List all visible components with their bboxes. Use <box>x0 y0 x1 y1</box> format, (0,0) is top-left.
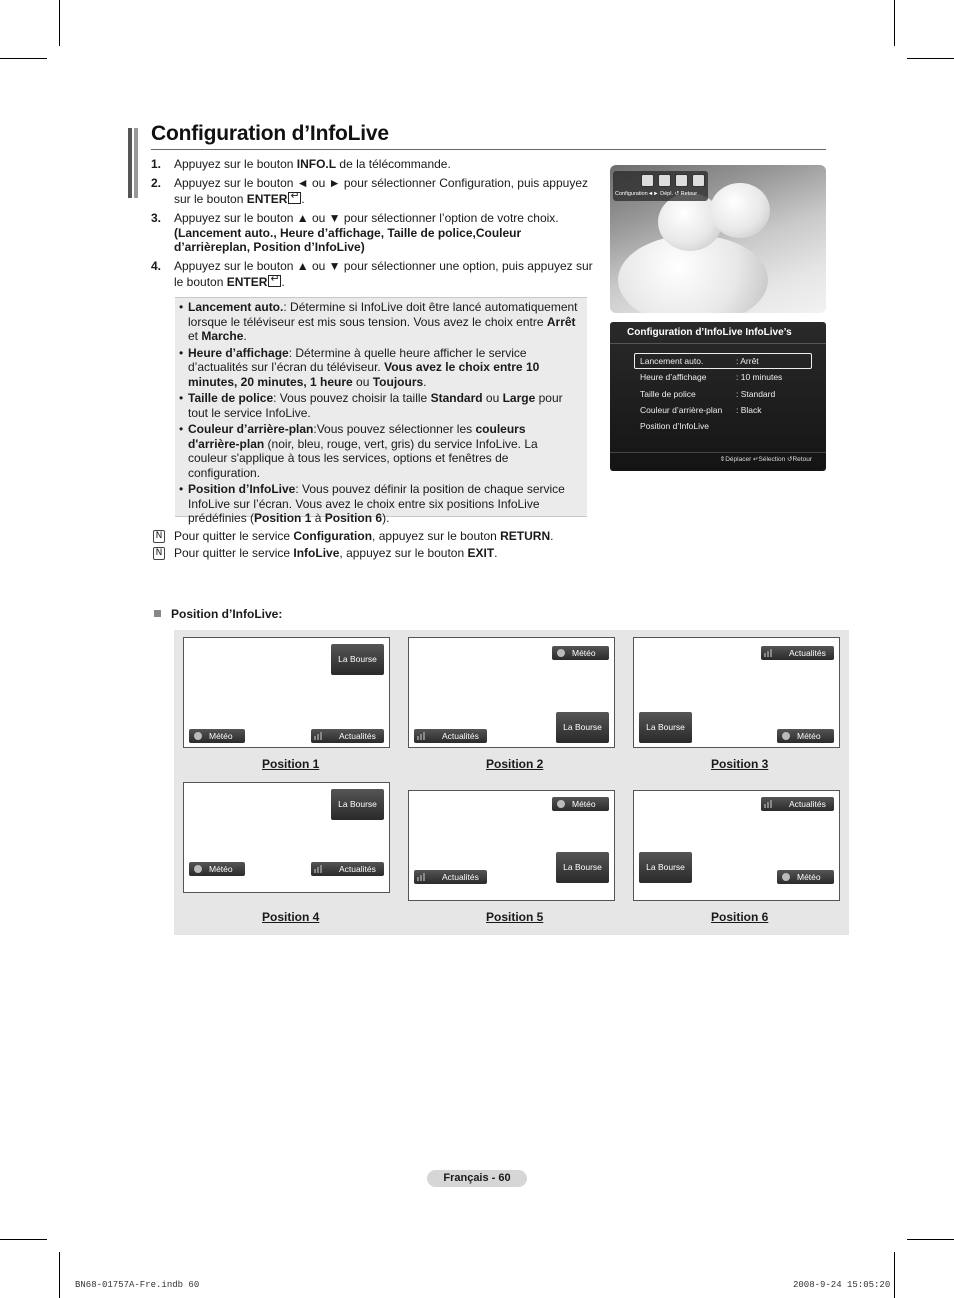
text-run: RETURN <box>500 529 551 543</box>
sun-icon <box>782 873 790 881</box>
text-run: . <box>423 374 427 389</box>
title-rule <box>151 149 826 150</box>
widget-la-bourse: La Bourse <box>639 712 692 743</box>
option-item <box>175 346 579 390</box>
position-6-label: Position 6 <box>711 910 769 924</box>
text-run: ou <box>352 374 373 389</box>
text-run: . <box>281 274 285 289</box>
widget-meteo: Météo <box>189 862 245 876</box>
news-icon <box>764 800 776 808</box>
text-run: pour tout le service InfoLive. <box>188 391 563 420</box>
position-6-screen <box>633 790 840 901</box>
widget-actualites: Actualités <box>311 862 384 876</box>
polar-bear-image <box>710 183 770 238</box>
widget-meteo: Météo <box>552 797 609 811</box>
step-item <box>151 259 599 289</box>
widget-la-bourse: La Bourse <box>556 712 609 743</box>
widget-la-bourse: La Bourse <box>556 852 609 883</box>
sound-icon <box>658 174 671 187</box>
position-1-label: Position 1 <box>262 757 320 771</box>
enter-icon <box>288 192 301 204</box>
step-number: 3. <box>151 210 162 225</box>
step-number: 4. <box>151 259 162 274</box>
news-icon <box>417 732 429 740</box>
osd-menu: Configuration d’InfoLive InfoLive’s Lancement auto. : Arrêt Heure d’affichage : 10 minutes Taille de police : Standard Couleur d’arrière-plan : Black Position d’InfoLive ⇕Déplacer ↵Sélection ↺Retour <box>610 322 826 471</box>
text-run: Toujours <box>372 374 424 389</box>
text-run: ENTER <box>226 274 268 289</box>
options-box <box>175 297 587 525</box>
text-run: Pour quitter le service <box>174 546 294 560</box>
text-run: INFO.L <box>296 157 337 171</box>
widget-la-bourse: La Bourse <box>331 789 384 820</box>
page-title: Configuration d’InfoLive <box>151 122 389 145</box>
sun-icon <box>194 732 202 740</box>
divider <box>610 452 826 453</box>
text-run: Position 1 <box>254 511 312 525</box>
widget-meteo: Météo <box>777 870 834 884</box>
step-item <box>151 211 599 255</box>
text-run: Appuyez sur le bouton ◄ ou ► pour sélectionner Configuration, puis appuyez sur le bouton <box>174 176 589 206</box>
square-bullet-icon <box>154 610 161 617</box>
text-run: Marche <box>201 329 244 343</box>
crop-mark <box>894 1252 895 1298</box>
positions-panel <box>174 630 849 935</box>
text-run: Appuyez sur le bouton <box>174 157 297 171</box>
position-3-label: Position 3 <box>711 757 769 771</box>
text-run: Taille de police <box>188 391 274 405</box>
text-run: , appuyez sur le bouton <box>372 529 501 543</box>
sun-icon <box>557 800 565 808</box>
step-number: 1. <box>151 157 162 171</box>
widget-meteo: Météo <box>189 729 245 743</box>
widget-actualites: Actualités <box>761 646 834 660</box>
steps-list <box>151 157 599 294</box>
crop-mark <box>907 58 954 59</box>
crop-mark <box>59 0 60 46</box>
widget-meteo: Météo <box>777 729 834 743</box>
text-run: (Lancement auto., Heure d’affichage, Taille de police,Couleur d’arrièreplan, Position d’InfoLive) <box>174 225 522 255</box>
osd-menu-title: Configuration d’InfoLive InfoLive’s <box>627 327 792 338</box>
text-run: :Vous pouvez sélectionner les <box>313 422 476 436</box>
position-5-screen <box>408 790 615 901</box>
position-4-screen <box>183 782 390 893</box>
text-run: ENTER <box>246 191 288 206</box>
print-date: 2008-9-24 15:05:20 <box>793 1280 891 1290</box>
option-item <box>175 482 579 526</box>
enter-icon <box>268 275 281 287</box>
text-run: InfoLive <box>293 546 340 560</box>
note-icon: N <box>153 530 165 543</box>
text-run: : Détermine si InfoLive doit être lancé automatiquement lorsque le téléviseur est mis sous tension. Vous avez le choix entre <box>188 300 578 329</box>
crop-mark <box>59 1252 60 1298</box>
text-run: Lancement auto. <box>188 300 284 314</box>
text-run: couleurs d'arrière-plan <box>188 422 526 451</box>
divider <box>610 343 826 344</box>
step-number: 2. <box>151 176 162 191</box>
title-accent-bar <box>128 128 132 198</box>
widget-meteo: Météo <box>552 646 609 660</box>
text-run: (noir, bleu, rouge, vert, gris) du service InfoLive. La couleur s'applique à tous les services, options et fenêtres de configuration. <box>188 436 538 480</box>
text-run: : Détermine à quelle heure afficher le service d’actualités sur l’écran du téléviseur. <box>188 345 527 374</box>
text-run: ). <box>382 511 390 525</box>
option-item <box>175 300 579 344</box>
note-icon: N <box>153 547 165 560</box>
title-accent-bar <box>134 128 138 198</box>
positions-heading: Position d’InfoLive: <box>154 607 282 621</box>
widget-actualites: Actualités <box>414 729 487 743</box>
step-item <box>151 157 599 172</box>
tv-screenshot-photo <box>610 165 826 313</box>
text-run: . <box>301 191 305 206</box>
text-run: Position d’InfoLive <box>188 482 296 496</box>
widget-la-bourse: La Bourse <box>639 852 692 883</box>
news-icon <box>417 873 429 881</box>
note-item <box>151 528 553 545</box>
gear-icon <box>692 174 705 187</box>
text-run: , appuyez sur le bouton <box>339 546 468 560</box>
mini-osd-bar <box>613 171 708 201</box>
picture-icon <box>641 174 654 187</box>
notes <box>151 528 553 562</box>
text-run: Position 6 <box>324 511 383 525</box>
widget-actualites: Actualités <box>414 870 487 884</box>
crop-mark <box>0 1239 47 1240</box>
widget-actualites: Actualités <box>761 797 834 811</box>
sun-icon <box>782 732 790 740</box>
crop-mark <box>0 58 47 59</box>
text-run: Vous avez le choix entre 10 minutes, 20 minutes, 1 heure <box>188 360 540 389</box>
text-run: . <box>494 546 498 560</box>
text-run: Couleur d’arrière-plan <box>188 422 314 436</box>
options-list <box>175 298 587 526</box>
position-1-screen <box>183 637 390 748</box>
text-run: Arrêt <box>546 314 576 329</box>
position-2-screen <box>408 637 615 748</box>
step-item <box>151 176 599 206</box>
mini-osd-text: Configuration◄► Dépl. ↺ Retour <box>615 191 698 197</box>
page-number: Français - 60 <box>427 1170 527 1187</box>
text-run: de la télécommande. <box>336 157 451 171</box>
option-item <box>175 391 579 420</box>
news-icon <box>764 649 776 657</box>
position-5-label: Position 5 <box>486 910 544 924</box>
text-run: Pour quitter le service <box>174 529 294 543</box>
text-run: Large <box>502 391 536 405</box>
settings-icon <box>675 174 688 187</box>
text-run: Appuyez sur le bouton ▲ ou ▼ pour sélectionner une option, puis appuyez sur le bouton <box>174 259 593 289</box>
text-run: à <box>311 511 325 525</box>
option-item <box>175 422 579 480</box>
text-run: EXIT <box>467 546 495 560</box>
sun-icon <box>557 649 565 657</box>
text-run: Appuyez sur le bouton ▲ ou ▼ pour sélectionner l’option de votre choix. <box>174 210 559 225</box>
text-run: et <box>188 329 202 343</box>
osd-menu-footer: ⇕Déplacer ↵Sélection ↺Retour <box>719 456 812 463</box>
text-run: . <box>243 329 247 343</box>
news-icon <box>314 732 326 740</box>
position-3-screen <box>633 637 840 748</box>
news-icon <box>314 865 326 873</box>
position-2-label: Position 2 <box>486 757 544 771</box>
crop-mark <box>894 0 895 46</box>
text-run: Configuration <box>293 529 373 543</box>
note-item <box>151 545 553 562</box>
widget-la-bourse: La Bourse <box>331 644 384 675</box>
file-info: BN68-01757A-Fre.indb 60 <box>75 1280 200 1290</box>
text-run: Heure d’affichage <box>188 345 289 360</box>
text-run: Standard <box>430 391 483 405</box>
widget-actualites: Actualités <box>311 729 384 743</box>
text-run: : Vous pouvez définir la position de chaque service InfoLive sur l’écran. Vous avez le choix entre six positions InfoLive prédéfinies ( <box>188 482 565 525</box>
crop-mark <box>907 1239 954 1240</box>
position-4-label: Position 4 <box>262 910 320 924</box>
text-run: ou <box>482 391 503 405</box>
sun-icon <box>194 865 202 873</box>
text-run: : Vous pouvez choisir la taille <box>273 391 431 405</box>
text-run: . <box>550 529 554 543</box>
